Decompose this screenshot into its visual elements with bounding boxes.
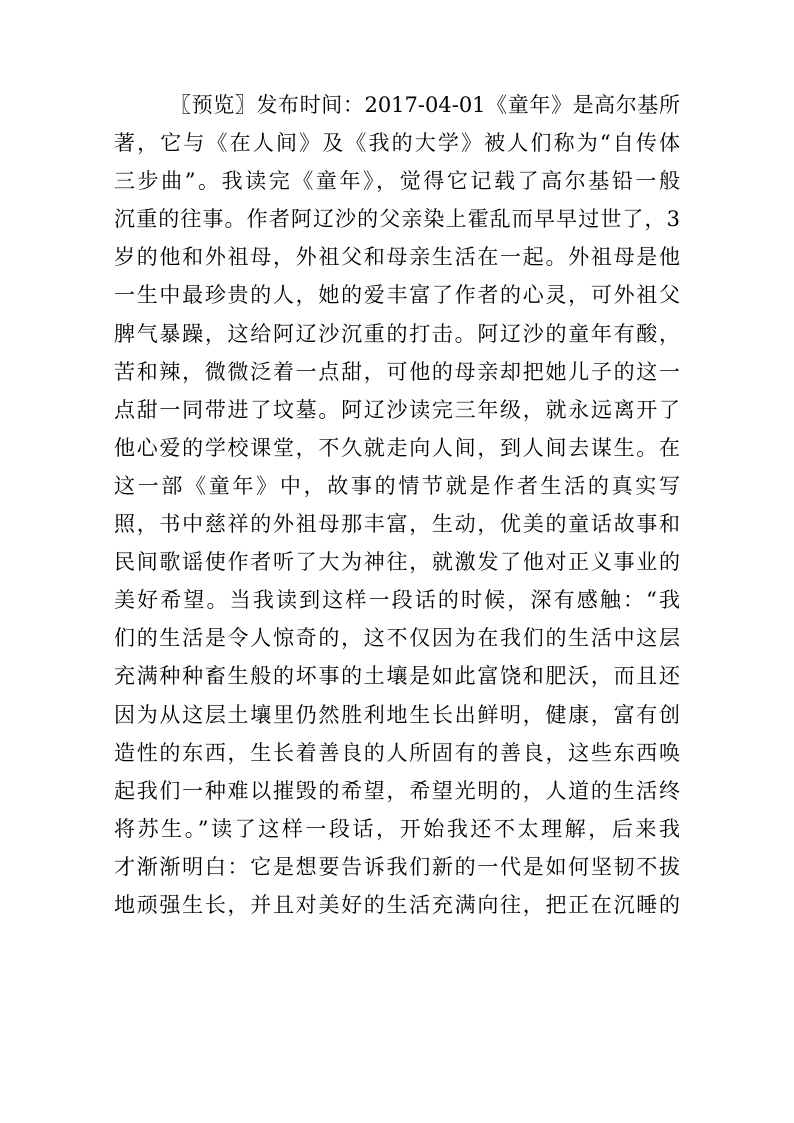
text-line: 三步曲”。我读完《童年》，觉得它记载了高尔基铅一般	[114, 169, 680, 194]
text-line: 一生中最珍贵的人，她的爱丰富了作者的心灵，可外祖父	[114, 283, 680, 308]
text-line: 照，书中慈祥的外祖母那丰富，生动，优美的童话故事和	[114, 512, 680, 537]
text-line: 苦和辣，微微泛着一点甜，可他的母亲却把她儿子的这一	[114, 359, 680, 384]
text-line: 起我们一种难以摧毁的希望，希望光明的，人道的生活终	[114, 778, 680, 803]
text-line: 将苏生。”读了这样一段话，开始我还不太理解，后来我	[114, 816, 680, 841]
text-line: 〖预览〗发布时间：2017-04-01《童年》是高尔基所	[170, 93, 680, 117]
text-line: 这一部《童年》中，故事的情节就是作者生活的真实写	[114, 473, 680, 498]
text-line: 点甜一同带进了坟墓。阿辽沙读完三年级，就永远离开了	[114, 397, 680, 422]
text-line: 著，它与《在人间》及《我的大学》被人们称为“自传体	[114, 131, 680, 156]
text-line: 因为从这层土壤里仍然胜利地生长出鲜明，健康，富有创	[114, 702, 680, 727]
text-line: 充满种种畜生般的坏事的土壤是如此富饶和肥沃，而且还	[114, 664, 680, 689]
text-line: 地顽强生长，并且对美好的生活充满向往，把正在沉睡的	[114, 892, 680, 917]
text-line: 岁的他和外祖母，外祖父和母亲生活在一起。外祖母是他	[114, 245, 680, 270]
text-line: 才渐渐明白：它是想要告诉我们新的一代是如何坚韧不拔	[114, 854, 680, 879]
text-line: 民间歌谣使作者听了大为神往，就激发了他对正义事业的	[114, 550, 680, 575]
text-line: 美好希望。当我读到这样一段话的时候，深有感触：“我	[114, 588, 680, 613]
text-line: 造性的东西，生长着善良的人所固有的善良，这些东西唤	[114, 740, 680, 765]
text-line: 脾气暴躁，这给阿辽沙沉重的打击。阿辽沙的童年有酸，	[114, 321, 680, 346]
text-line: 们的生活是令人惊奇的，这不仅因为在我们的生活中这层	[114, 626, 680, 651]
text-line: 沉重的往事。作者阿辽沙的父亲染上霍乱而早早过世了，3	[114, 207, 680, 232]
body-paragraph	[114, 86, 680, 924]
text-line: 他心爱的学校课堂，不久就走向人间，到人间去谋生。在	[114, 435, 680, 460]
